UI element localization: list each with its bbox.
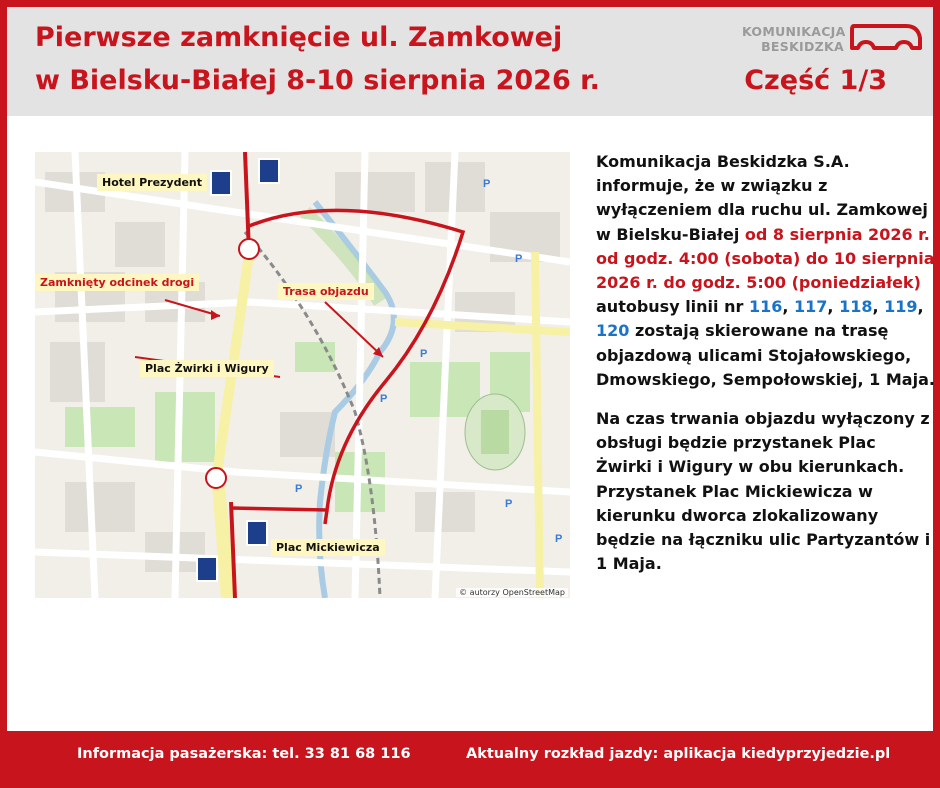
part-indicator: Część 1/3 bbox=[744, 65, 887, 96]
label-closed-section: Zamknięty odcinek drogi bbox=[35, 274, 199, 291]
timetable-info: Aktualny rozkład jazdy: aplikacja kiedyprzyjedzie.pl bbox=[466, 746, 891, 762]
closure-marker-north bbox=[238, 238, 260, 260]
label-plac-zwirki: Plac Żwirki i Wigury bbox=[140, 360, 274, 377]
bus-stop-icon bbox=[196, 556, 218, 582]
detour-map bbox=[35, 152, 570, 598]
detour-streets: zostają skierowane na trasę objazdową ulicami Stojałowskiego, Dmowskiego, Sempołowskiej, 1 Maja. bbox=[596, 321, 935, 389]
logo-text-line-1: KOMUNIKACJA bbox=[742, 24, 846, 39]
bus-stop-icon bbox=[210, 170, 232, 196]
svg-text:P: P bbox=[505, 498, 513, 510]
svg-text:P: P bbox=[483, 178, 491, 190]
title-line-1: Pierwsze zamknięcie ul. Zamkowej bbox=[35, 22, 563, 53]
label-hotel-prezydent: Hotel Prezydent bbox=[97, 174, 207, 191]
line-116: 116 bbox=[748, 297, 783, 317]
bus-stop-icon bbox=[246, 520, 268, 546]
paragraph-2: Na czas trwania objazdu wyłączony z obsługi będzie przystanek Plac Żwirki i Wigury w obu kierunkach. Przystanek Plac Mickiewicza w kierunku dworca zlokalizowany będzie na łączniku ulic Partyzantów i 1 Maja. bbox=[596, 409, 931, 574]
intro-text: Komunikacja Beskidzka S.A. informuje, że w związku z wyłączeniem dla ruchu ul. Zamkowej w Bielsku-Białej bbox=[596, 152, 928, 244]
svg-text:P: P bbox=[295, 483, 303, 495]
announcement-text bbox=[596, 150, 936, 576]
footer bbox=[0, 731, 940, 788]
svg-text:P: P bbox=[420, 348, 428, 360]
bus-stop-icon bbox=[258, 158, 280, 184]
company-logo bbox=[742, 22, 932, 62]
closure-marker-south bbox=[205, 467, 227, 489]
line-117: 117 bbox=[794, 297, 828, 317]
title-line-2: w Bielsku-Białej 8-10 sierpnia 2026 r. bbox=[35, 65, 600, 96]
paragraph-1: Komunikacja Beskidzka S.A. informuje, że w związku z wyłączeniem dla ruchu ul. Zamkowej w Bielsku-Białej od 8 sierpnia 2026 r. od godz. 4:00 (sobota) do 10 sierpnia 2026 r. do godz. 5:00 (poniedziałek) autobusy linii nr 116, 117, 118, 119, 120 zostają skierowane na trasę objazdową ulicami Stojałowskiego, Dmowskiego, Sempołowskiej, 1 Maja. bbox=[596, 152, 935, 389]
label-plac-mickiewicza: Plac Mickiewicza bbox=[271, 539, 385, 556]
bus-icon bbox=[848, 22, 924, 56]
line-118: 118 bbox=[839, 297, 873, 317]
svg-text:P: P bbox=[515, 253, 523, 265]
label-detour-route: Trasa objazdu bbox=[278, 283, 374, 300]
header bbox=[7, 7, 933, 116]
svg-text:P: P bbox=[555, 533, 563, 545]
svg-text:P: P bbox=[380, 393, 388, 405]
date-range: od 8 sierpnia 2026 r. od godz. 4:00 (sobota) do 10 sierpnia 2026 r. do godz. 5:00 (poniedziałek) bbox=[596, 224, 935, 293]
passenger-info-phone: Informacja pasażerska: tel. 33 81 68 116 bbox=[77, 746, 411, 762]
map-canvas bbox=[35, 152, 570, 598]
line-120: 120 bbox=[596, 321, 630, 341]
line-119: 119 bbox=[884, 297, 918, 317]
lines-intro: autobusy linii nr bbox=[596, 297, 744, 317]
logo-text-line-2: BESKIDZKA bbox=[761, 39, 844, 54]
map-attribution: © autorzy OpenStreetMap bbox=[456, 588, 568, 597]
